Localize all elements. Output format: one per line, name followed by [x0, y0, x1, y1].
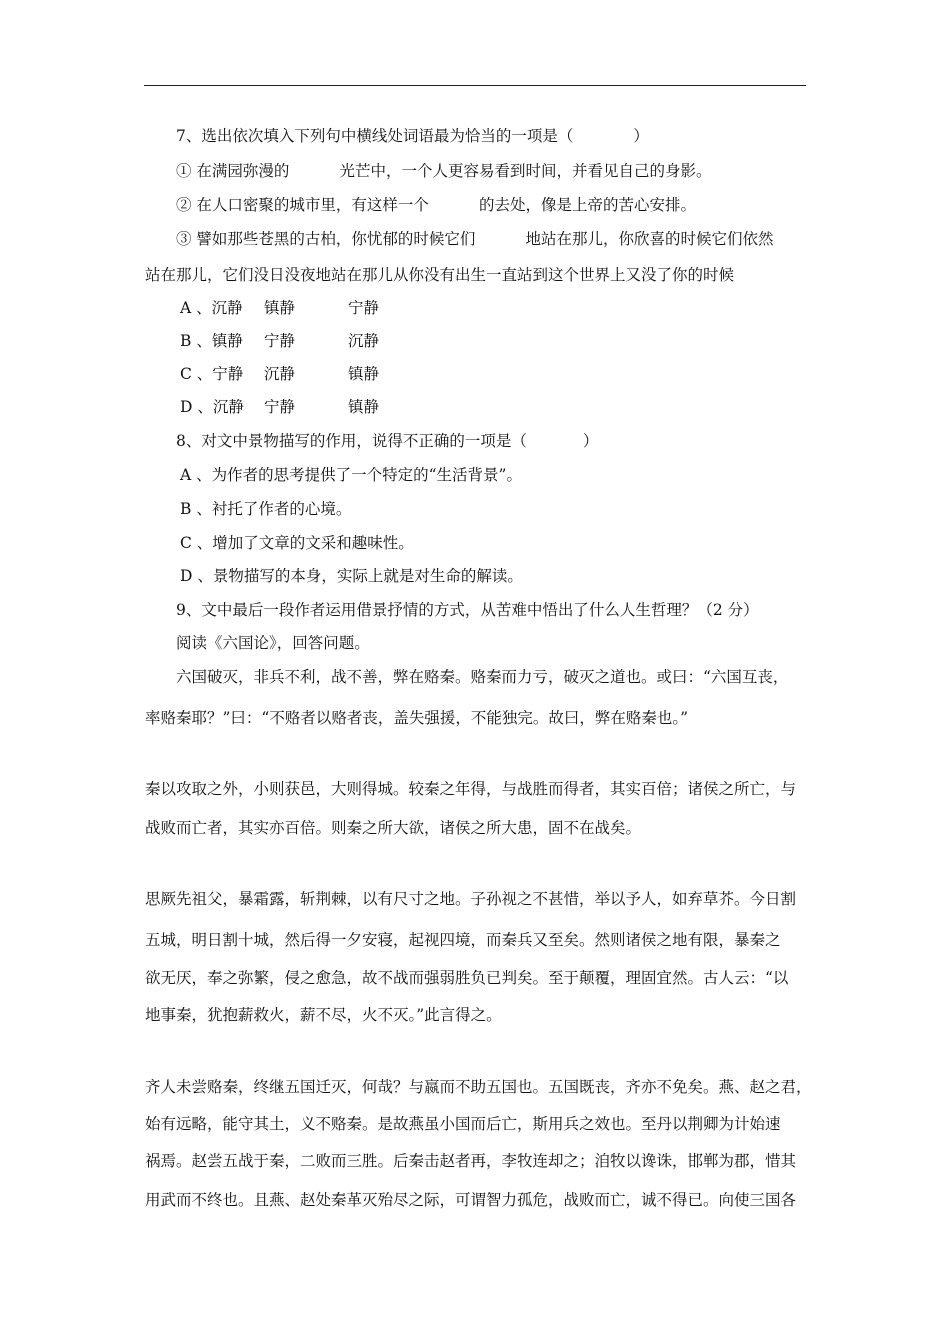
p4-line: 祸焉。赵尝五战于秦，二败而三胜。后秦击赵者再，李牧连却之；洎牧以谗诛，邯郸为郡，惜其: [145, 1152, 797, 1170]
p2-line: 战败而亡者，其实亦百倍。则秦之所大欲，诸侯之所大患，固不在战矣。: [145, 819, 642, 837]
q7-option-word: 镇静: [264, 299, 296, 317]
q7-option-label: C 、宁静: [180, 365, 244, 383]
q7-option-word: 沉静: [264, 365, 296, 383]
q8-option-b: B 、衬托了作者的心境。: [180, 500, 352, 518]
q7-stem-text: 7、选出依次填入下列句中横线处词语最为恰当的一项是（: [176, 127, 574, 145]
q7-option-c: [180, 364, 850, 384]
q7-sentence-3: [176, 229, 846, 249]
q7-option-b: [180, 331, 850, 351]
p4-line: 始有远略，能守其土，义不赂秦。是故燕虽小国而后亡，斯用兵之效也。至丹以荆卿为计始速: [145, 1115, 781, 1133]
q8-stem-text: 8、对文中景物描写的作用，说得不正确的一项是（: [176, 432, 527, 450]
q7-s3-a: ③ 譬如那些苍黑的古柏，你忧郁的时候它们: [176, 230, 476, 248]
q7-stem-close: ）: [633, 127, 649, 145]
q8-option-c: C 、增加了文章的文采和趣味性。: [180, 534, 414, 552]
p2-line: 秦以攻取之外，小则获邑，大则得城。较秦之年得，与战胜而得者，其实百倍；诸侯之所亡，与: [145, 780, 797, 798]
q7-s1-b: 光芒中，一个人更容易看到时间，并看见自己的身影。: [339, 162, 712, 180]
q7-option-d: [180, 397, 850, 417]
q7-option-a: [180, 298, 850, 318]
q7-s3-b: 地站在那儿，你欣喜的时候它们依然: [525, 230, 774, 248]
q8-stem: [176, 431, 846, 451]
q8-option-d: D 、景物描写的本身，实际上就是对生命的解读。: [180, 567, 523, 585]
q9-stem: 9、文中最后一段作者运用借景抒情的方式，从苦难中悟出了什么人生哲理？（2 分）: [176, 601, 759, 619]
p4-line: 用武而不终也。且燕、赵处秦革灭殆尽之际，可谓智力孤危，战败而亡，诚不得已。向使三国各: [145, 1191, 797, 1209]
q7-option-word: 镇静: [348, 365, 380, 383]
q7-sentence-3-cont: 站在那儿，它们没日没夜地站在那儿从你没有出生一直站到这个世界上又没了你的时候: [145, 266, 735, 284]
q7-option-label: A 、沉静: [180, 299, 243, 317]
p1-line: 六国破灭，非兵不利，战不善，弊在赂秦。赂秦而力亏，破灭之道也。或曰：“六国互丧，: [176, 668, 789, 686]
reading-intro: 阅读《六国论》，回答问题。: [176, 634, 370, 652]
q8-stem-close: ）: [582, 432, 599, 450]
p3-line: 思厥先祖父，暴霜露，斩荆棘，以有尺寸之地。子孙视之不甚惜，举以予人，如弃草芥。今日割: [145, 890, 797, 908]
q7-stem: [176, 126, 846, 146]
p3-line: 欲无厌，奉之弥繁，侵之愈急，故不战而强弱胜负已判矣。至于颠覆，理固宜然。古人云：“以: [145, 969, 789, 987]
header-rule: [144, 85, 806, 86]
q7-option-label: B 、镇静: [180, 332, 243, 350]
q7-sentence-1: [176, 161, 846, 181]
q7-option-label: D 、沉静: [180, 398, 244, 416]
q7-option-word: 宁静: [264, 332, 296, 350]
p1-line: 率赂秦耶？”曰：“不赂者以赂者丧，盖失强援，不能独完。故曰，弊在赂秦也。”: [145, 709, 689, 727]
p3-line: 五城，明日割十城，然后得一夕安寝，起视四境，而秦兵又至矣。然则诸侯之地有限，暴秦之: [145, 931, 781, 949]
q7-s2-a: ② 在人口密聚的城市里，有这样一个: [176, 196, 429, 214]
p4-line: 齐人未尝赂秦，终继五国迁灭，何哉？与嬴而不助五国也。五国既丧，齐亦不免矣。燕、赵之君，: [145, 1078, 812, 1096]
q7-s1-a: ① 在满园弥漫的: [176, 162, 290, 180]
q7-option-word: 宁静: [264, 398, 296, 416]
p3-line: 地事秦，犹抱薪救火，薪不尽，火不灭。”此言得之。: [145, 1006, 502, 1024]
q7-sentence-2: [176, 195, 846, 215]
q7-option-word: 镇静: [348, 398, 380, 416]
q7-option-word: 沉静: [348, 332, 380, 350]
q7-s2-b: 的去处，像是上帝的苦心安排。: [478, 196, 696, 214]
q8-option-a: A 、为作者的思考提供了一个特定的“生活背景”。: [180, 466, 522, 484]
q7-option-word: 宁静: [348, 299, 380, 317]
